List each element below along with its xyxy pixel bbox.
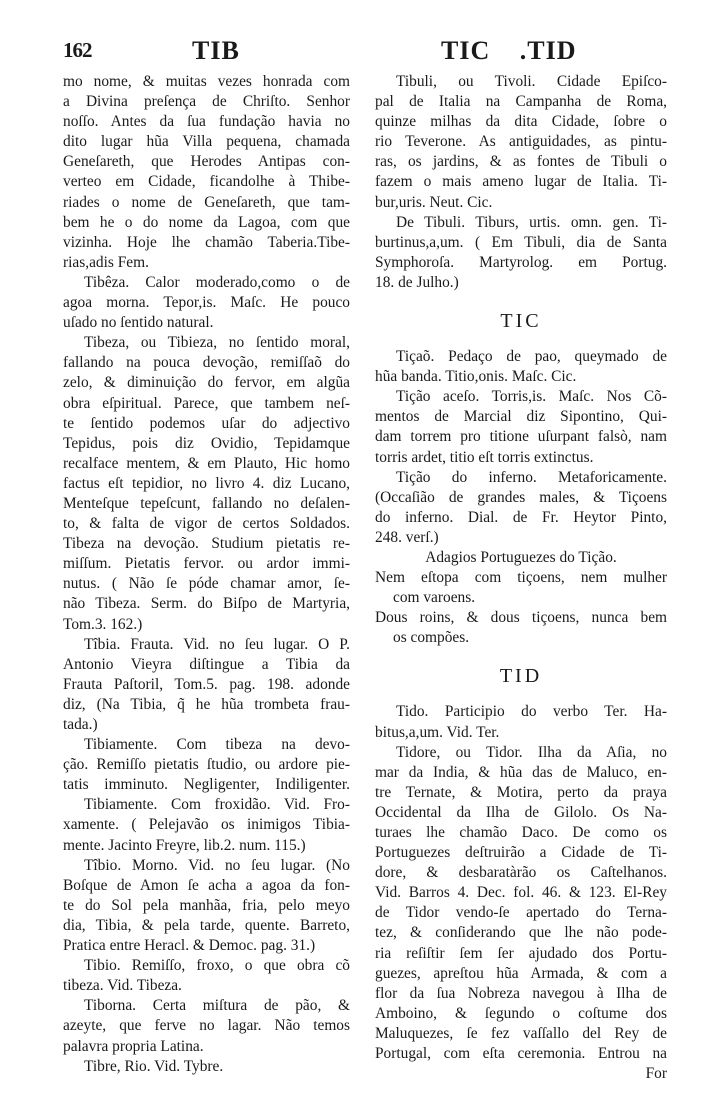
text-line: Tepidus, pois diz Ovidio, Tepidamque — [63, 434, 350, 452]
text-line: uſado no ſentido natural. — [63, 314, 214, 332]
text-line: recalface mentem, & em Plauto, Hic homo — [63, 454, 350, 472]
text-line: Adagios Portuguezes do Tição. — [425, 548, 617, 566]
text-line: Antonio Vieyra diſtingue a Tibia da — [63, 655, 350, 673]
text-line: Portuguezes deſtruirão a Cidade de Ti- — [375, 844, 667, 862]
text-line: Geneſareth, que Herodes Antipas con- — [63, 153, 350, 171]
text-line: xamente. ( Pelejavão os inimigos Tibia- — [63, 816, 350, 834]
text-line: não Tibeza. Serm. do Biſpo de Martyria, — [63, 595, 350, 613]
text-line: Dous roins, & dous tiçoens, nunca bem — [375, 609, 667, 627]
text-line: ção. Remiſſo pietatis ſtudio, ou ardore pie- — [63, 756, 350, 774]
text-line: bem he o do nome da Lagoa, com que — [63, 213, 350, 231]
text-line: quinze milhas da dita Cidade, ſobre o — [375, 113, 667, 131]
text-line: azeyte, que ferve no lagar. Não temos — [63, 1017, 350, 1035]
text-line: fallando na pouca devoção, remiſſaõ do — [63, 354, 350, 372]
text-line: zelo, & diminuição do fervor, em algũa — [63, 374, 350, 392]
running-head-left: TIB — [192, 36, 240, 65]
text-line: Tidore, ou Tidor. Ilha da Aſia, no — [396, 743, 667, 761]
text-line: Vid. Barros 4. Dec. fol. 46. & 123. El-Rey — [375, 884, 667, 902]
text-line: 18. de Julho.) — [375, 273, 459, 291]
text-line: Boſque de Amon ſe acha a agoa da fon- — [63, 876, 350, 894]
text-line: dito lugar hũa Villa pequena, chamada — [63, 133, 350, 151]
text-line: verteo em Cidade, ficandolhe à Thibe- — [63, 173, 350, 191]
text-line: bitus,a,um. Vid. Ter. — [375, 723, 500, 741]
text-line: diz, (Na Tibia, q̃ he hũa trombeta frau- — [63, 695, 350, 713]
text-line: riades o nome de Geneſareth, que tam- — [63, 193, 350, 211]
text-line: fazem o mais ameno lugar de Italia. Ti- — [375, 173, 667, 191]
text-line: te ſentido podemos uſar do adjectivo — [63, 414, 350, 432]
text-line: Tîbio. Morno. Vid. no ſeu lugar. (No — [84, 856, 350, 874]
text-line: Tîbia. Frauta. Vid. no ſeu lugar. O P. — [84, 635, 350, 653]
text-line: tatis imminuto. Negligenter, Indiligenter. — [63, 776, 350, 794]
text-line: rias,adis Fem. — [63, 253, 149, 271]
text-line: mar da India, & hũa das de Maluco, en- — [375, 763, 667, 781]
entry-block-tic — [375, 347, 667, 648]
text-line: Tição do inferno. Metaforicamente. — [396, 468, 667, 486]
text-line: factus eſt tepidior, no livro 4. diz Lucano, — [63, 474, 350, 492]
section-heading-tic: TIC — [500, 310, 542, 333]
text-line: Pratica entre Heracl. & Democ. pag. 31.) — [63, 937, 316, 955]
left-column — [63, 72, 350, 1077]
text-line: mente. Jacinto Freyre, lib.2. num. 115.) — [63, 836, 306, 854]
text-line: mentos de Marcial diz Sipontino, Qui- — [375, 408, 667, 426]
text-line: Occidental da Ilha de Gilolo. Os Na- — [375, 803, 667, 821]
text-line: obra eſpiritual. Parece, que tambem neſ- — [63, 394, 350, 412]
text-line: guezes, apreſtou hũa Armada, & com a — [375, 964, 667, 982]
text-line: Tido. Participio do verbo Ter. Ha- — [396, 703, 667, 721]
text-line: Tibeza na devoção. Studium pietatis re- — [63, 535, 350, 553]
entry-block-tid — [375, 702, 667, 1064]
text-line: De Tibuli. Tiburs, urtis. omn. gen. Ti- — [396, 213, 667, 231]
text-line: agoa morna. Tepor,is. Maſc. He pouco — [63, 294, 350, 312]
text-line: Tibre, Rio. Vid. Tybre. — [84, 1057, 224, 1075]
text-line: com varoens. — [393, 589, 476, 607]
text-line: miſſum. Pietatis fervor. ou ardor immi- — [63, 555, 350, 573]
text-line: noſſo. Antes da ſua fundação havia no — [63, 113, 350, 131]
text-line: 248. verſ.) — [375, 528, 439, 546]
text-line: Maluquezes, ſe fez vaſſallo del Rey de — [375, 1024, 667, 1042]
text-line: Portugal, com eſta ceremonia. Entrou na — [375, 1045, 667, 1063]
text-line: Tibio. Remiſſo, froxo, o que obra cõ — [84, 957, 350, 975]
text-line: Tibiamente. Com tibeza na devo- — [84, 736, 350, 754]
text-line: Nem eſtopa com tiçoens, nem mulher — [375, 569, 667, 587]
text-line: Menteſque tepeſcunt, fallando no deſalen- — [63, 494, 350, 512]
text-line: ria reſiſtir ſem ſer ajudado dos Portu- — [375, 944, 667, 962]
text-line: dia, Tibia, & pela tarde, quente. Barreto, — [63, 916, 350, 934]
entry-block-tibuli — [375, 72, 667, 293]
text-line: Tibiamente. Com froxidão. Vid. Fro- — [84, 796, 350, 814]
text-line: ras, os jardins, & as fontes de Tibuli o — [375, 153, 667, 171]
text-line: Tibuli, ou Tivoli. Cidade Epiſco- — [396, 73, 667, 90]
text-line: to, & falta de vigor de certos Soldados. — [63, 515, 350, 533]
text-line: tibeza. Vid. Tibeza. — [63, 977, 182, 995]
text-line: dam torrem pro titione uſurpant falsò, nam — [375, 428, 667, 446]
text-line: Tiçaõ. Pedaço de pao, queymado de — [396, 348, 667, 366]
text-line: Amboino, & ſegundo o coſtume dos — [375, 1004, 667, 1022]
text-line: (Occaſião de grandes males, & Tiçoens — [375, 488, 667, 506]
text-line: Frauta Paſtoril, Tom.5. pag. 198. adonde — [63, 675, 350, 693]
text-line: mo nome, & muitas vezes honrada com — [63, 73, 350, 90]
page-number: 162 — [63, 38, 92, 62]
text-line: Tibeza, ou Tibieza, no ſentido moral, — [84, 334, 350, 352]
text-line: nutus. ( Não ſe póde chamar amor, ſe- — [63, 575, 350, 593]
text-line: vizinha. Hoje lhe chamão Taberia.Tibe- — [63, 233, 350, 251]
text-line: rio Teverone. As antiguidades, as pintu- — [375, 133, 667, 151]
text-line: bur,uris. Neut. Cic. — [375, 193, 493, 211]
text-line: tre Ternate, & Motira, perto da praya — [375, 783, 667, 801]
text-line: do inferno. Dial. de Fr. Heytor Pinto, — [375, 508, 667, 526]
text-line: Tiborna. Certa miſtura de pão, & — [84, 997, 350, 1015]
catchword: For — [645, 1065, 667, 1083]
text-line: turaes lhe chamão Daco. De como os — [375, 824, 667, 841]
text-line: palavra propria Latina. — [63, 1037, 204, 1055]
text-line: torris ardet, titio eſt torris extinctus. — [375, 448, 594, 466]
text-line: flor da ſua Nobreza navegou à Ilha de — [375, 984, 667, 1002]
text-line: te do Sol pela manhãa, fria, pelo meyo — [63, 896, 350, 914]
text-line: de Tidor vendo-ſe apertado do Terna- — [375, 904, 667, 922]
text-line: burtinus,a,um. ( Em Tibuli, dia de Santa — [375, 233, 667, 251]
text-line: tez, & conſiderando que lhe não pode- — [375, 924, 667, 942]
text-line: a Divina preſença de Chriſto. Senhor — [63, 93, 350, 111]
section-heading-tid: TID — [499, 665, 543, 688]
text-line: tada.) — [63, 716, 98, 733]
text-line: Symphoroſa. Martyrolog. em Portug. — [375, 253, 667, 271]
running-head-right: TIC .TID — [441, 36, 577, 65]
text-line: hũa banda. Titio,onis. Maſc. Cic. — [375, 368, 577, 386]
text-line: Tição aceſo. Torris,is. Maſc. Nos Cõ- — [396, 388, 667, 406]
text-line: os compões. — [393, 629, 470, 647]
text-line: dore, & desbaratàrão os Caſtelhanos. — [375, 864, 667, 882]
right-column — [375, 72, 667, 1084]
text-line: Tom.3. 162.) — [63, 615, 143, 633]
text-line: pal de Italia na Campanha de Roma, — [375, 93, 667, 111]
text-line: Tibêza. Calor moderado,como o de — [84, 273, 350, 291]
